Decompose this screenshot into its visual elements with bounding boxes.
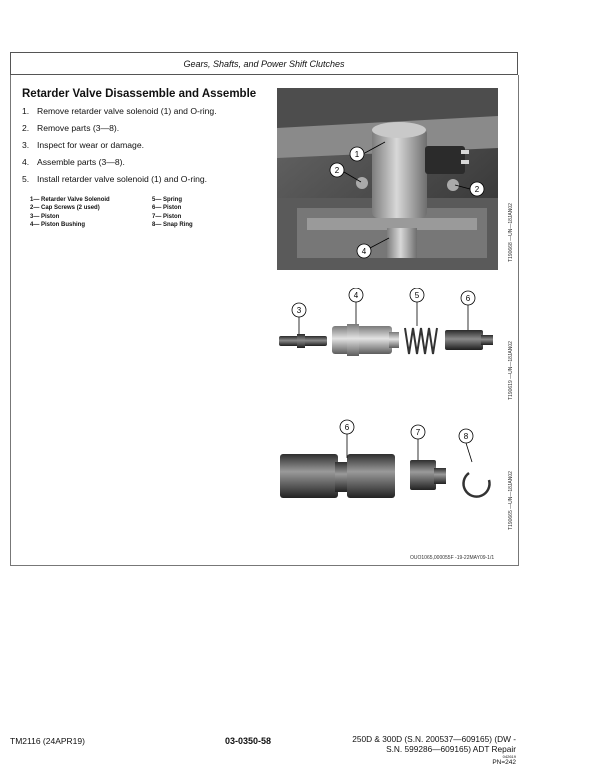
legend-item: 5— Spring [152,197,183,203]
footer-model-line-1: 250D & 300D (S.N. 200537—609165) (DW - [352,734,516,744]
svg-text:6: 6 [465,294,471,303]
svg-text:8: 8 [463,432,469,441]
piston-6-large-part [280,454,395,498]
svg-text:1: 1 [354,150,360,159]
piston-6-part [445,330,493,350]
solenoid-photo-drawing [277,88,498,270]
photo-figure-id: T190668 —UN—18JAN02 [508,203,514,262]
svg-text:5: 5 [414,291,420,300]
callout-5 [410,288,424,326]
legend-item: 3— Piston [30,213,60,220]
footer-pn: PN=242 [492,759,516,766]
legend-column-right [152,196,268,230]
legend-item: 1— Retarder Valve Solenoid [30,197,110,203]
step-3 [22,140,272,157]
step-2 [22,123,272,140]
legend-column-left [30,196,146,230]
legend-item: 6— Piston [152,205,182,212]
step-number: 5. [22,174,30,184]
svg-text:3: 3 [296,306,302,315]
parts-row-2-drawing [277,418,498,508]
parts-row-1-figure-id: T190619 —UN—18JAN02 [508,341,514,400]
svg-text:6: 6 [344,423,350,432]
snap-ring-8-part [464,473,490,497]
callout-7 [411,425,425,460]
section-title: Retarder Valve Disassemble and Assemble [22,88,257,100]
svg-text:2: 2 [474,185,480,194]
figure-caption-id: OUO1065,000055F -19-22MAY09-1/1 [410,555,495,561]
callout-8 [459,429,473,462]
solenoid-installed-photo [277,88,498,270]
step-1 [22,106,272,123]
legend-item: 7— Piston [152,213,182,220]
step-text: Assemble parts (3—8). [37,157,125,167]
callout-3 [292,303,306,334]
callout-6-row2 [340,420,354,458]
svg-text:4: 4 [361,247,367,256]
parts-row-1-drawing [277,288,498,368]
step-number: 1. [22,106,30,116]
piston-7-part [410,460,446,490]
step-5 [22,174,272,191]
step-text: Install retarder valve solenoid (1) and O-ring. [37,174,208,184]
step-4 [22,157,272,174]
step-number: 4. [22,157,30,167]
legend-item: 4— Piston Bushing [30,222,86,229]
footer-model-info [352,734,516,754]
svg-text:7: 7 [415,428,421,437]
legend-item: 8— Snap Ring [152,222,193,229]
step-text: Inspect for wear or damage. [37,140,144,150]
procedure-steps [22,106,272,191]
legend-item: 2— Cap Screws (2 used) [30,205,100,212]
footer-manual-id: TM2116 (24APR19) [10,736,85,746]
footer-date-code: 042619 [502,754,516,759]
step-text: Remove retarder valve solenoid (1) and O-ring. [37,106,217,116]
step-number: 3. [22,140,30,150]
svg-text:2: 2 [334,166,340,175]
step-number: 2. [22,123,30,133]
parts-legend [30,196,268,230]
piston-3-part [279,334,327,348]
parts-row-2-figure-id: T190665 —UN—18JAN02 [508,471,514,530]
svg-text:4: 4 [353,291,359,300]
page-header-title: Gears, Shafts, and Power Shift Clutches [183,59,345,69]
footer-page-number: 03-0350-58 [225,736,272,746]
piston-bushing-4-part [332,324,399,356]
callout-6-row1 [461,291,475,330]
callout-4-row [349,288,363,324]
footer-model-line-2: S.N. 599286—609165) ADT Repair [386,744,516,754]
step-text: Remove parts (3—8). [37,123,120,133]
header-box [10,52,518,75]
spring-5-part [405,328,437,354]
